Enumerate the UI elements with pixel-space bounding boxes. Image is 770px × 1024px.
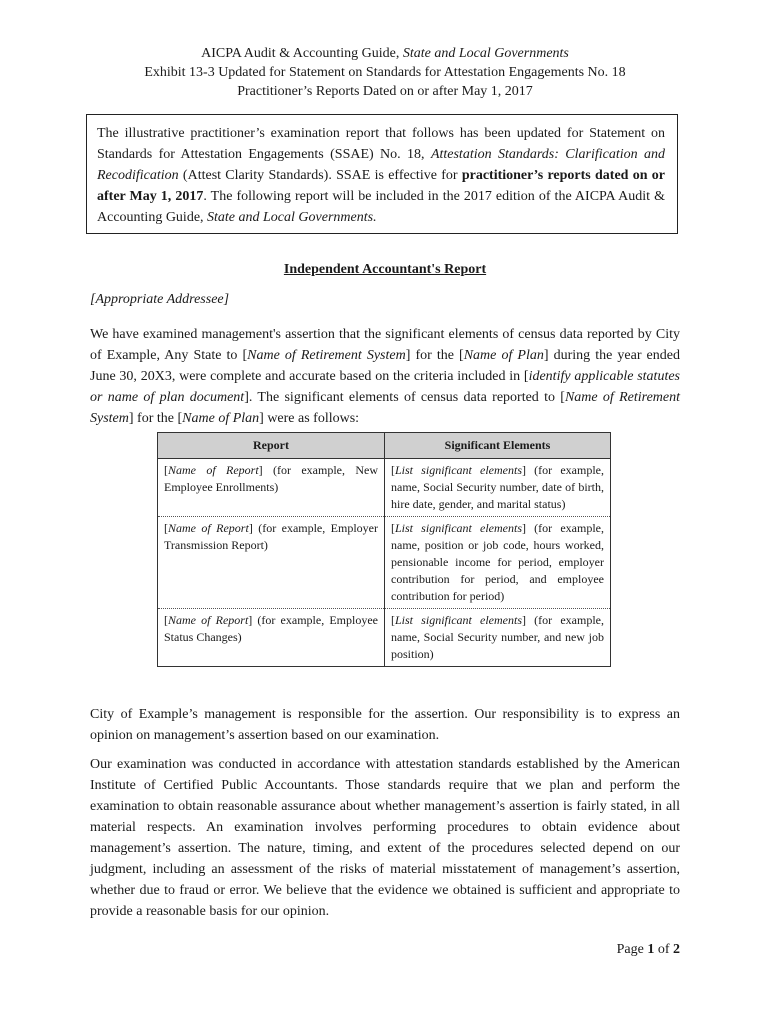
- document-header: [0, 44, 770, 101]
- table-row: [158, 609, 611, 667]
- column-header-report: Report: [158, 433, 385, 459]
- header-line-2: Exhibit 13-3 Updated for Statement on Standards for Attestation Engagements No. 18: [144, 65, 626, 80]
- table-header-row: [158, 433, 611, 459]
- header-line-1: AICPA Audit & Accounting Guide, State and Local Governments: [201, 46, 569, 61]
- elements-cell: [List significant elements] (for example, name, Social Security number, date of birth, hire date, gender, and marital status): [385, 459, 611, 517]
- header-line-3: Practitioner’s Reports Dated on or after May 1, 2017: [237, 84, 533, 99]
- elements-cell: [List significant elements] (for example, name, Social Security number, and new job position): [385, 609, 611, 667]
- elements-cell: [List significant elements] (for example, name, position or job code, hours worked, pensionable income for period, employer contribution for period, and employee contribution for period): [385, 517, 611, 609]
- table-row: [158, 459, 611, 517]
- examination-standards-paragraph: Our examination was conducted in accordance with attestation standards established by the American Institute of Certified Public Accountants. Those standards require that we plan and perform the examination to obtain reasonable assurance about whether management’s assertion is fairly stated, in all material respects. An examination involves performing procedures to obtain evidence about management’s assertion. The nature, timing, and extent of the procedures selected depend on our judgment, including an assessment of the risks of material misstatement of management’s assertion, whether due to fraud or error. We believe that the evidence we obtained is sufficient and appropriate to provide a reasonable basis for our opinion.: [90, 757, 680, 919]
- examination-paragraph: We have examined management's assertion that the significant elements of census data reported by City of Example, Any State to [Name of Retirement System] for the [Name of Plan] during the year ended June 30, 20X3, were complete and accurate based on the criteria included in [identify applicable statutes or name of plan document]. The significant elements of census data reported to [Name of Retirement System] for the [Name of Plan] were as follows:: [90, 327, 681, 426]
- report-cell: [Name of Report] (for example, Employee Status Changes): [158, 609, 385, 667]
- report-cell: [Name of Report] (for example, New Employee Enrollments): [158, 459, 385, 517]
- table-row: [158, 517, 611, 609]
- update-note-box: The illustrative practitioner’s examination report that follows has been updated for Statement on Standards for Attestation Engagements (SSAE) No. 18, Attestation Standards: Clarification and Recodification (Attest Clarity Standards). SSAE is effective for practitioner’s reports dated on or after May 1, 2017. The following report will be included in the 2017 edition of the AICPA Audit & Accounting Guide, State and Local Governments.: [86, 114, 678, 234]
- census-elements-table: [157, 432, 611, 667]
- report-cell: [Name of Report] (for example, Employer Transmission Report): [158, 517, 385, 609]
- responsibility-paragraph: City of Example’s management is responsible for the assertion. Our responsibility is to express an opinion on management’s assertion based on our examination.: [90, 707, 680, 743]
- page-number: Page 1 of 2: [616, 942, 680, 957]
- report-title: Independent Accountant's Report: [283, 262, 487, 277]
- column-header-significant-elements: Significant Elements: [385, 433, 611, 459]
- addressee: [Appropriate Addressee]: [90, 292, 230, 307]
